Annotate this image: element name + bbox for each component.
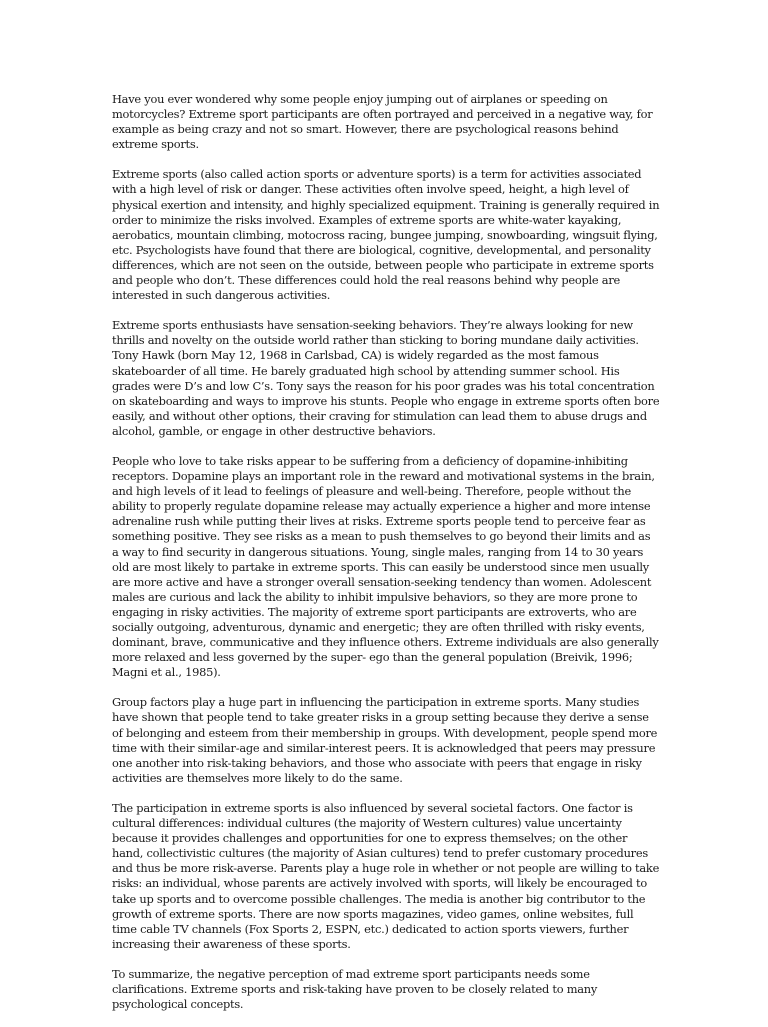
paragraph-sensation-seeking: Extreme sports enthusiasts have sensation-seeking behaviors. They’re always looking for new thrills and novelty on the outside world rather than sticking to boring mundane daily activities. Tony Hawk (born May 12, 1968 in Carlsbad, CA) is widely regarded as the most famous skateboarder of all time. He barely graduated high school by attending summer school. His grades were D’s and low C’s. Tony says the reason for his poor grades was his total concentration on skateboarding and ways to improve his stunts. People who engage in extreme sports often bore easily, and without other options, their craving for stimulation can lead them to abuse drugs and alcohol, gamble, or engage in other destructive behaviors.: [112, 318, 660, 438]
document-body: [112, 92, 660, 1027]
paragraph-group-factors: Group factors play a huge part in influencing the participation in extreme sports. Many studies have shown that people tend to take greater risks in a group setting because they derive a sense of belonging and esteem from their membership in groups. With development, people spend more time with their similar-age and similar-interest peers. It is acknowledged that peers may pressure one another into risk-taking behaviors, and those who associate with peers that engage in risky activities are themselves more likely to do the same.: [112, 695, 658, 785]
paragraph-societal-factors: The participation in extreme sports is also influenced by several societal factors. One factor is cultural differences: individual cultures (the majority of Western cultures) value uncertainty because it provides challenges and opportunities for one to express themselves; on the other hand, collectivistic cultures (the majority of Asian cultures) tend to prefer customary procedures and thus be more risk-averse. Parents play a huge role in whether or not people are willing to take risks: an individual, whose parents are actively involved with sports, will likely be encouraged to take up sports and to overcome possible challenges. The media is another big contributor to the growth of extreme sports. There are now sports magazines, video games, online websites, full time cable TV channels (Fox Sports 2, ESPN, etc.) dedicated to action sports viewers, further increasing their awareness of these sports.: [112, 800, 660, 951]
paragraph-intro: Have you ever wondered why some people enjoy jumping out of airplanes or speeding on motorcycles? Extreme sport participants are often portrayed and perceived in a negative way, for example as being crazy and not so smart. However, there are psychological reasons behind extreme sports.: [112, 92, 653, 152]
paragraph-summary: To summarize, the negative perception of mad extreme sport participants needs some clarifications. Extreme sports and risk-taking have proven to be closely related to many psychological concepts.: [112, 966, 598, 1012]
paragraph-dopamine: People who love to take risks appear to be suffering from a deficiency of dopamine-inhibiting receptors. Dopamine plays an important role in the reward and motivational systems in the brain, and high levels of it lead to feelings of pleasure and well-being. Therefore, people without the ability to properly regulate dopamine release may actually experience a higher and more intense adrenaline rush while putting their lives at risks. Extreme sports people tend to perceive fear as something positive. They see risks as a mean to push themselves to go beyond their limits and as a way to find security in dangerous situations. Young, single males, ranging from 14 to 30 years old are most likely to partake in extreme sports. This can easily be understood since men usually are more active and have a stronger overall sensation-seeking tendency than women. Adolescent males are curious and lack the ability to inhibit impulsive behaviors, so they are more prone to engaging in risky activities. The majority of extreme sport participants are extroverts, who are socially outgoing, adventurous, dynamic and energetic; they are often thrilled with risky events, dominant, brave, communicative and they influence others. Extreme individuals are also generally more relaxed and less governed by the super- ego than the general population (Breivik, 1996; Magni et al., 1985).: [112, 453, 659, 680]
paragraph-definition: Extreme sports (also called action sports or adventure sports) is a term for activities associated with a high level of risk or danger. These activities often involve speed, height, a high level of physical exertion and intensity, and highly specialized equipment. Training is generally required in order to minimize the risks involved. Examples of extreme sports are white-water kayaking, aerobatics, mountain climbing, motocross racing, bungee jumping, snowboarding, wingsuit flying, etc. Psychologists have found that there are biological, cognitive, developmental, and personality differences, which are not seen on the outside, between people who participate in extreme sports and people who don’t. These differences could hold the real reasons behind why people are interested in such dangerous activities.: [112, 167, 660, 303]
